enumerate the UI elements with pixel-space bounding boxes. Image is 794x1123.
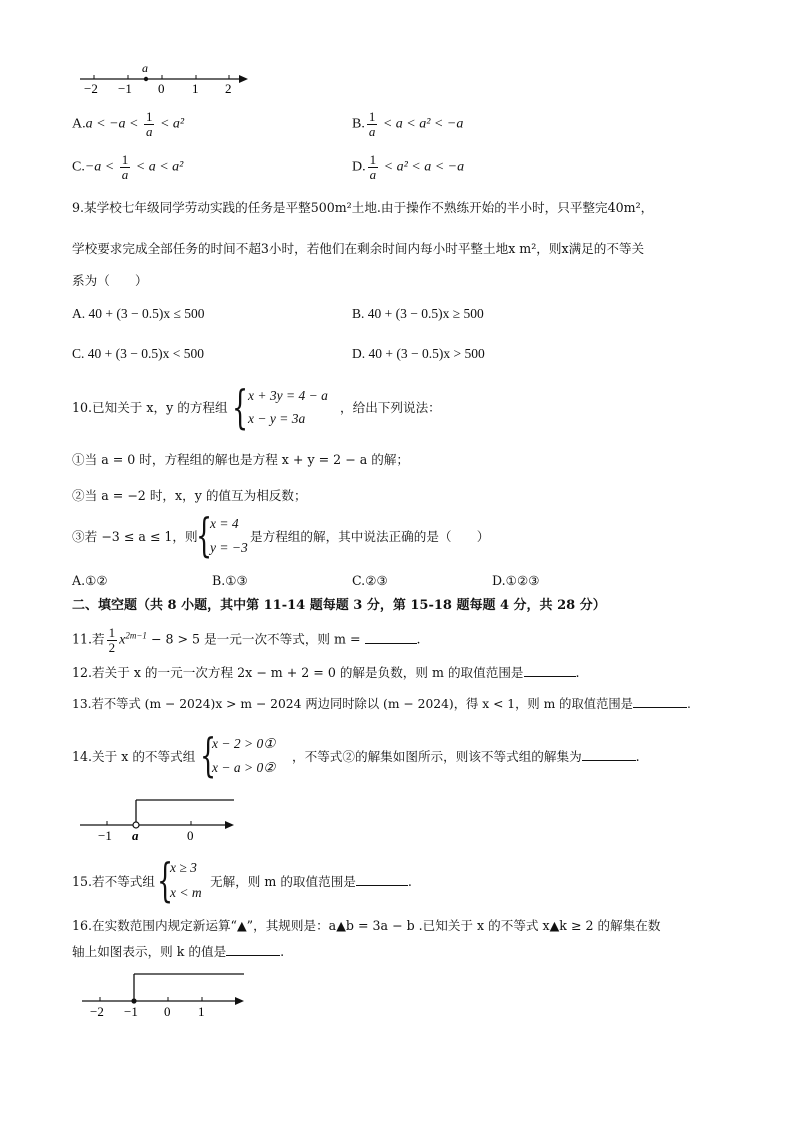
q8-option-b[interactable] — [352, 110, 463, 138]
q10-option-c[interactable]: C.②③ — [352, 573, 388, 588]
q10-intro-end: ，给出下列说法： — [340, 400, 441, 415]
q10-intro: 10.已知关于 x，y 的方程组 — [72, 400, 228, 415]
brace-icon: { — [157, 853, 174, 907]
q15-post: 无解，则 m 的取值范围是 . — [210, 874, 412, 889]
q8-option-d[interactable] — [352, 153, 464, 181]
expr: < a² — [156, 116, 185, 132]
number-line-figure-q14 — [76, 788, 246, 844]
tick-label: −2 — [90, 1004, 104, 1019]
q9-option-b[interactable]: B. 40 + (3 − 0.5)x ≥ 500 — [352, 306, 484, 321]
q9-line-3: 系为（ ） — [72, 273, 148, 288]
q10-statement-3-pre: ③若 −3 ≤ a ≤ 1，则 — [72, 529, 198, 544]
tick-label: −1 — [124, 1004, 138, 1019]
q11-exponent: 2m−1 — [125, 630, 147, 641]
option-letter: B. — [352, 116, 365, 132]
expr: a < −a < — [85, 116, 142, 132]
q10-statement-2: ②当 a = −2 时，x，y 的值互为相反数； — [72, 488, 307, 503]
tick-label: 1 — [198, 1004, 205, 1019]
q16-line-1: 16.在实数范围内规定新运算“▲”，其规则是：a▲b = 3a − b .已知关于 x 的不等式 x▲k ≥ 2 的解集在数 — [72, 918, 661, 933]
expr: < a² < a < −a — [380, 159, 465, 175]
q16-line-2: 轴上如图表示，则 k 的值是 . — [72, 944, 285, 959]
q11-post: − 8 > 5 是一元一次不等式，则 m = — [146, 631, 365, 647]
q8-option-a[interactable] — [72, 110, 184, 138]
fraction: $\frac{1}{2}$ — [108, 625, 116, 655]
answer-blank[interactable] — [524, 676, 576, 677]
tick-label: −1 — [98, 828, 112, 843]
brace-icon: { — [200, 728, 217, 782]
brace-icon: { — [232, 380, 249, 434]
q10-s3-eq-1: x = 4 — [210, 516, 239, 531]
tick-label: 1 — [192, 81, 199, 96]
tick-label: 2 — [225, 81, 232, 96]
q14-eq-2: x − a > 0② — [212, 760, 276, 775]
q10-statement-3-post: 是方程组的解，其中说法正确的是（ ） — [250, 529, 490, 544]
fraction: $\frac{1}{a}$ — [121, 152, 129, 182]
q10-option-a[interactable]: A.①② — [72, 573, 108, 588]
tick-label: 0 — [158, 81, 165, 96]
option-letter: C. — [72, 159, 85, 175]
q10-option-b[interactable]: B.①③ — [212, 573, 248, 588]
q9-option-c[interactable]: C. 40 + (3 − 0.5)x < 500 — [72, 346, 204, 361]
q14-eq-1: x − 2 > 0① — [212, 736, 276, 751]
answer-blank[interactable] — [226, 955, 280, 956]
tick-label: 0 — [187, 828, 194, 843]
expr: < a < a² < −a — [379, 116, 464, 132]
q16-line-2-text: 轴上如图表示，则 k 的值是 — [72, 944, 227, 959]
tick-label: −1 — [118, 81, 132, 96]
expr: < a < a² — [132, 159, 184, 175]
fraction: $\frac{1}{a}$ — [368, 109, 376, 139]
option-letter: D. — [352, 159, 366, 175]
q10-option-d[interactable]: D.①②③ — [492, 573, 540, 588]
answer-blank[interactable] — [582, 760, 636, 761]
q9-option-d[interactable]: D. 40 + (3 − 0.5)x > 500 — [352, 346, 485, 361]
q13: 13.若不等式 (m − 2024)x > m − 2024 两边同时除以 (m − 2024)，得 x < 1，则 m 的取值范围是 . — [72, 697, 691, 711]
q15-pre: 15.若不等式组 — [72, 874, 155, 889]
q9-line-2: 学校要求完成全部任务的时间不超3小时，若他们在剩余时间内每小时平整土地x m²，则x满足的不等关 — [72, 241, 645, 256]
number-line-figure-q8 — [76, 62, 256, 96]
q12-text: 12.若关于 x 的一元一次方程 2x − m + 2 = 0 的解是负数，则 m 的取值范围是 — [72, 665, 524, 680]
brace-icon: { — [196, 508, 213, 562]
q14-post-text: ，不等式②的解集如图所示，则该不等式组的解集为 — [292, 749, 582, 764]
q8-option-c[interactable] — [72, 153, 183, 181]
q15-eq-1: x ≥ 3 — [170, 860, 197, 875]
tick-label: −2 — [84, 81, 98, 96]
q9-option-a[interactable]: A. 40 + (3 − 0.5)x ≤ 500 — [72, 306, 205, 321]
q10-s3-eq-2: y = −3 — [210, 540, 248, 555]
q10-eq-1: x + 3y = 4 − a — [248, 388, 328, 403]
expr: −a < — [84, 159, 118, 175]
point-label: a — [142, 62, 148, 75]
answer-blank[interactable] — [365, 643, 417, 644]
q14-pre: 14.关于 x 的不等式组 — [72, 749, 196, 764]
q15-eq-2: x < m — [170, 885, 202, 900]
q10-statement-1: ①当 a = 0 时，方程组的解也是方程 x + y = 2 − a 的解； — [72, 452, 410, 467]
section-heading: 二、填空题（共 8 小题，其中第 11-14 题每题 3 分，第 15-18 题每题 4 分，共 28 分） — [72, 598, 606, 613]
q10-eq-2: x − y = 3a — [248, 411, 306, 426]
q12: 12.若关于 x 的一元一次方程 2x − m + 2 = 0 的解是负数，则 m 的取值范围是 . — [72, 665, 580, 680]
number-line-figure-q16 — [78, 966, 254, 1020]
q11-pre: 11.若 — [72, 631, 105, 647]
tick-label: 0 — [164, 1004, 171, 1019]
option-letter: A. — [72, 116, 86, 132]
q13-text: 13.若不等式 (m − 2024)x > m − 2024 两边同时除以 (m − 2024)，得 x < 1，则 m 的取值范围是 — [72, 697, 633, 711]
answer-blank[interactable] — [356, 885, 408, 886]
fraction: $\frac{1}{a}$ — [369, 152, 377, 182]
fraction: $\frac{1}{a}$ — [145, 109, 153, 139]
answer-blank[interactable] — [633, 707, 687, 708]
q15-post-text: 无解，则 m 的取值范围是 — [210, 874, 356, 889]
q9-line-1: 9.某学校七年级同学劳动实践的任务是平整500m²土地.由于操作不熟练开始的半小时，只平整完40m²， — [72, 200, 654, 215]
q11: 11.若 $\frac{1}{2}$ $x^{2m-1} - 8 > 5$ 是一元一次不等式，则 m = . — [72, 625, 421, 655]
q14-post: ，不等式②的解集如图所示，则该不等式组的解集为 . — [292, 749, 640, 764]
point-label: a — [132, 828, 139, 843]
q11-var: x — [119, 632, 126, 648]
